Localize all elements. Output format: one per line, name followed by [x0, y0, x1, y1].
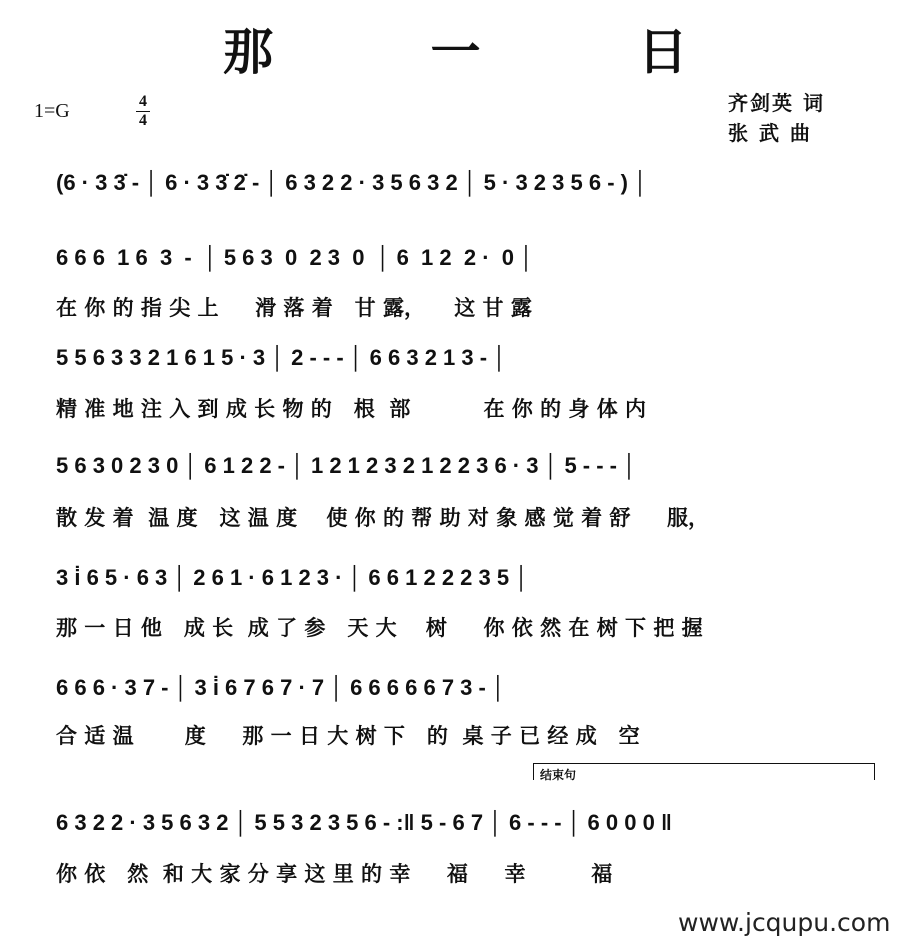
notation-line-5: 3 i̇ 6 5 · 6 3 │ 2 6 1 · 6 1 2 3 · │ 6 6 1 2 2 2 3 5 │ — [56, 565, 529, 590]
lyrics-line-4: 散 发 着 温 度 这 温 度 使 你 的 帮 助 对 象 感 觉 着 舒 服， — [56, 506, 710, 530]
ending-phrase-label: 结束句 — [540, 768, 577, 782]
lyrics-line-6: 合 适 温 度 那 一 日 大 树 下 的 桌 子 已 经 成 空 — [56, 724, 640, 748]
key-signature: 1=G — [34, 100, 70, 122]
ending-phrase-bracket — [533, 763, 875, 780]
lyrics-line-7: 你 依 然 和 大 家 分 享 这 里 的 幸 福 幸 福 — [56, 862, 613, 886]
notation-line-2: 6 6 6 1 6 3 - │ 5 6 3 0 2 3 0 │ 6 1 2 2 · 0 │ — [56, 245, 534, 270]
lyrics-line-2: 在 你 的 指 尖 上 滑 落 着 甘 露， 这 甘 露 — [56, 296, 532, 320]
watermark: www.jcqupu.com — [678, 908, 891, 937]
notation-line-4: 5 6 3 0 2 3 0 │ 6 1 2 2 - │ 1 2 1 2 3 2 1 2 2 3 6 · 3 │ 5 - - - │ — [56, 453, 637, 478]
time-signature-bottom: 4 — [139, 112, 147, 129]
notation-line-7: 6 3 2 2 · 3 5 6 3 2 │ 5 5 3 2 3 5 6 - :‖ 5 - 6 7 │ 6 - - - │ 6 0 0 0 ‖ — [56, 810, 672, 835]
song-title: 那 一 日 — [223, 23, 758, 81]
time-signature — [136, 94, 150, 129]
lyrics-line-5: 那 一 日 他 成 长 成 了 参 天 大 树 你 依 然 在 树 下 把 握 — [56, 616, 703, 640]
lyrics-line-3: 精 准 地 注 入 到 成 长 物 的 根 部 在 你 的 身 体 内 — [56, 397, 647, 421]
lyricist: 齐剑英 词 — [728, 91, 825, 115]
notation-line-1: (6 · 3 3̇ - │ 6 · 3 3̇ 2̇ - │ 6 3 2 2 · 3 5 6 3 2 │ 5 · 3 2 3 5 6 - ) │ — [56, 170, 648, 195]
credits — [728, 88, 825, 148]
notation-line-6: 6 6 6 · 3 7 - │ 3 i̇ 6 7 6 7 · 7 │ 6 6 6 6 6 7 3 - │ — [56, 675, 506, 700]
time-signature-top: 4 — [139, 93, 147, 110]
composer: 张 武 曲 — [728, 121, 812, 145]
notation-line-3: 5 5 6 3 3 2 1 6 1 5 · 3 │ 2 - - - │ 6 6 3 2 1 3 - │ — [56, 345, 507, 370]
